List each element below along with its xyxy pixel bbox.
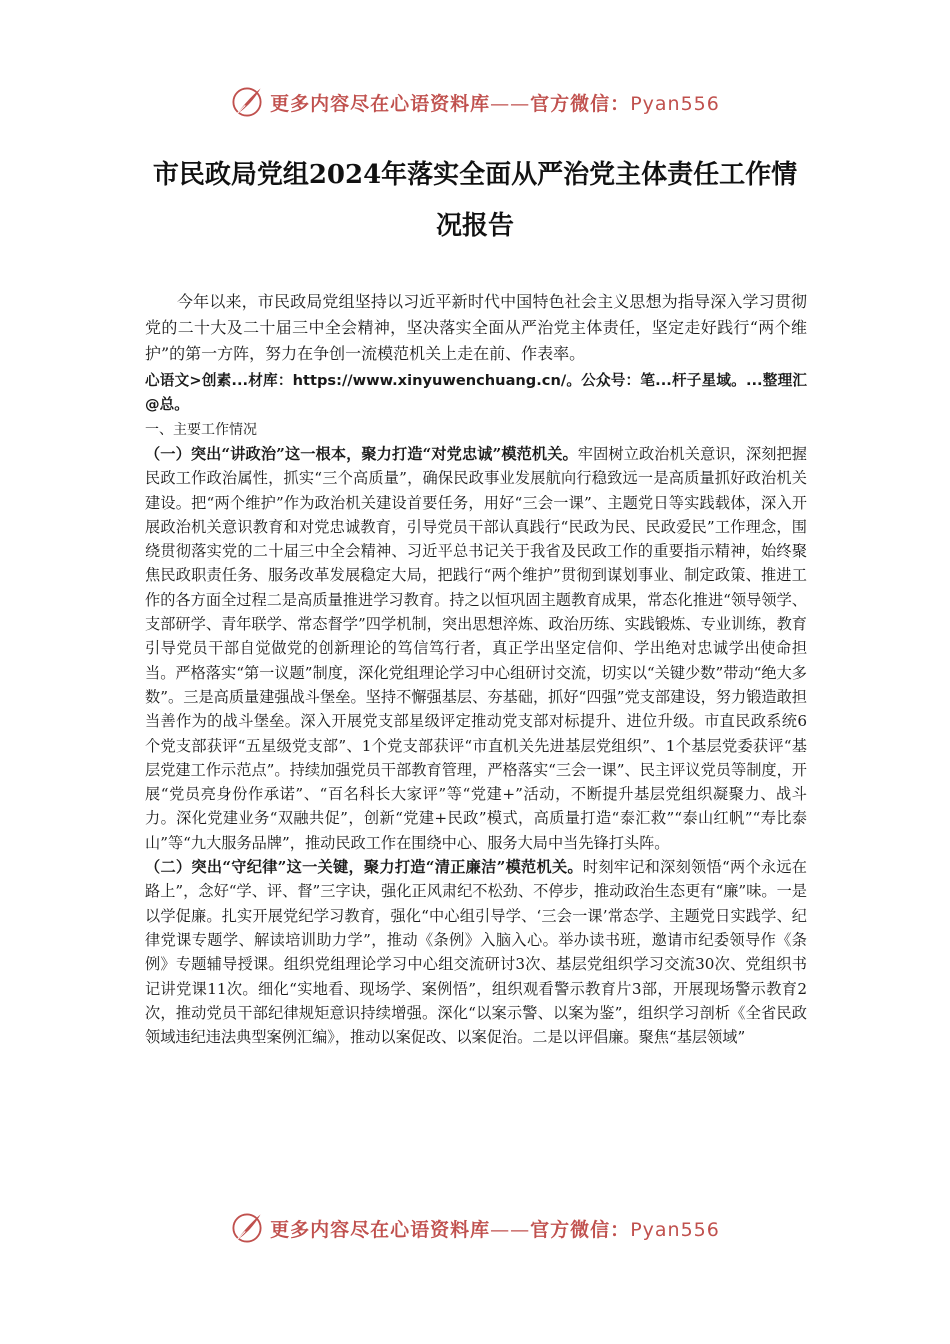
document-title: 市民政局党组2024年落实全面从严治党主体责任工作情况报告 — [152, 160, 798, 241]
footer-banner-wechat-id: Pyan556 — [630, 1218, 720, 1241]
section-heading: 一、主要工作情况 — [145, 422, 257, 438]
document-body — [145, 289, 807, 1049]
paragraph-1-heading: （一）突出“讲政治”这一根本，聚力打造“对党忠诚”模范机关。 — [145, 445, 578, 463]
banner-text — [270, 89, 720, 116]
footer-banner-text — [270, 1215, 720, 1242]
footer-banner-separator: —— — [490, 1218, 531, 1241]
quill-pen-logo-icon — [230, 85, 264, 119]
footer-banner — [0, 1206, 950, 1250]
paragraph-2 — [145, 855, 807, 1049]
header-banner — [0, 80, 950, 124]
banner-wechat-id: Pyan556 — [630, 92, 720, 115]
paragraph-1-body: 牢固树立政治机关意识，深刻把握民政工作政治属性，抓实“三个高质量”，确保民政事业发展航向行稳致远一是高质量抓好政治机关建设。把“两个维护”作为政治机关建设首要任务，用好“三会一课”、主题党日等实践载体，深入开展政治机关意识教育和对党忠诚教育，引导党员干部认真践行“民政为民、民政爱民”工作理念，围绕贯彻落实党的二十届三中全会精神、习近平总书记关于我省及民政工作的重要指示精神，始终聚焦民政职责任务、服务改革发展稳定大局，把践行“两个维护”贯彻到谋划事业、制定政策、推进工作的各方面全过程二是高质量推进学习教育。持之以恒巩固主题教育成果，常态化推进“领导领学、支部研学、青年联学、常态督学”四学机制，突出思想淬炼、政治历练、实践锻炼、专业训练，教育引导党员干部自觉做党的创新理论的笃信笃行者，真正学出坚定信仰、学出绝对忠诚学出使命担当。严格落实“第一议题”制度，深化党组理论学习中心组研讨交流，切实以“关键少数”带动“绝大多数”。三是高质量建强战斗堡垒。坚持不懈强基层、夯基础，抓好“四强”党支部建设，努力锻造敢担当善作为的战斗堡垒。深入开展党支部星级评定推动党支部对标提升、进位升级。市直民政系统6个党支部获评“五星级党支部”、1个党支部获评“市直机关先进基层党组织”、1个基层党委获评“基层党建工作示范点”。持续加强党员干部教育管理，严格落实“三会一课”、民主评议党员等制度，开展“党员亮身份作承诺”、“百名科长大家评”等“党建+”活动，不断提升基层党组织凝聚力、战斗力。深化党建业务“双融共促”，创新“党建+民政”模式，高质量打造“泰汇救”“泰山红帆”“寿比泰山”等“九大服务品牌”，推动民政工作在围绕中心、服务大局中当先锋打头阵。 — [145, 445, 807, 852]
paragraph-2-body: 时刻牢记和深刻领悟“两个永远在路上”，念好“学、评、督”三字诀，强化正风肃纪不松劲、不停步，推动政治生态更有“廉”味。一是以学促廉。扎实开展党纪学习教育，强化“中心组引导学、‘三会一课’常态学、主题党日实践学、纪律党课专题学、解读培训助力学”，推动《条例》入脑入心。举办读书班，邀请市纪委领导作《条例》专题辅导授课。组织党组理论学习中心组交流研讨3次、基层党组织学习交流30次、党组织书记讲党课11次。细化“实地看、现场学、案例悟”，组织观看警示教育片3部，开展现场警示教育2次，推动党员干部纪律规矩意识持续增强。深化“以案示警、以案为鉴”，组织学习剖析《全省民政领域违纪违法典型案例汇编》，推动以案促改、以案促治。二是以评倡廉。聚焦“基层领域” — [145, 858, 807, 1047]
paragraph-2-heading: （二）突出“守纪律”这一关键，聚力打造“清正廉洁”模范机关。 — [145, 858, 583, 877]
banner-official-label: 官方微信： — [530, 92, 631, 115]
source-note: 心语文>创素...材库：https://www.xinyuwenchuang.cn/。公众号：笔...杆子星域。...整理汇@总。 — [145, 372, 807, 413]
footer-banner-cn-text: 更多内容尽在心语资料库 — [270, 1218, 491, 1241]
quill-pen-logo-icon — [230, 1211, 264, 1245]
paragraph-1 — [145, 442, 807, 855]
footer-banner-official-label: 官方微信： — [530, 1218, 631, 1241]
banner-separator: —— — [490, 92, 531, 115]
banner-cn-text: 更多内容尽在心语资料库 — [270, 92, 491, 115]
intro-paragraph: 今年以来，市民政局党组坚持以习近平新时代中国特色社会主义思想为指导深入学习贯彻党的二十大及二十届三中全会精神，坚决落实全面从严治党主体责任，坚定走好践行“两个维护”的第一方阵，努力在争创一流模范机关上走在前、作表率。 — [145, 292, 807, 363]
